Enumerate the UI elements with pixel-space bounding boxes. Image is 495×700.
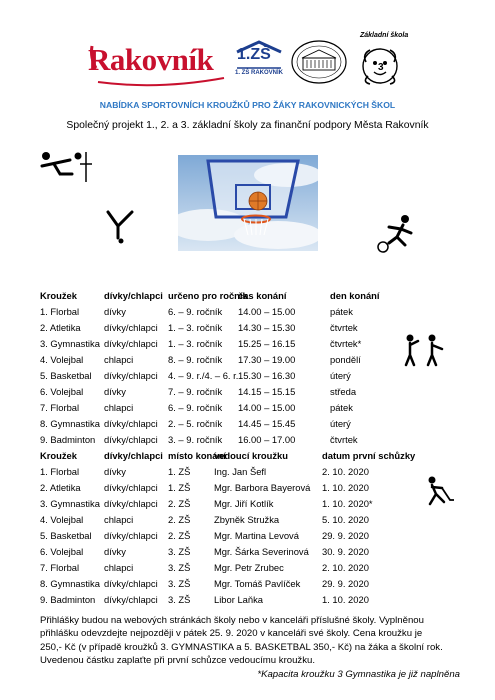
table2-cell-gender: dívky/chlapci (104, 482, 158, 493)
table2-cell-first-meeting: 29. 9. 2020 (322, 578, 369, 589)
table2-cell-course: 4. Volejbal (40, 514, 84, 525)
table1-cell-gender: dívky/chlapci (104, 370, 158, 381)
table1-cell-course: 2. Atletika (40, 322, 81, 333)
table2-cell-place: 1. ZŠ (168, 466, 191, 477)
table1-cell-time: 15.30 – 16.30 (238, 370, 296, 381)
table2-cell-course: 5. Basketbal (40, 530, 92, 541)
table2-cell-leader: Mgr. Šárka Severinová (214, 546, 309, 557)
table1-cell-gender: chlapci (104, 402, 134, 413)
table2-cell-leader: Ing. Jan Šefl (214, 466, 267, 477)
table1-cell-grade: 6. – 9. ročník (168, 306, 223, 317)
table2-cell-first-meeting: 5. 10. 2020 (322, 514, 369, 525)
table2-cell-course: 9. Badminton (40, 594, 96, 605)
info-paragraph (40, 614, 460, 681)
page-title: NABÍDKA SPORTOVNÍCH KROUŽKŮ PRO ŽÁKY RAKOVNICKÝCH ŠKOL (99, 100, 396, 110)
table1-header-day: den konání (330, 290, 380, 301)
table1-cell-day: úterý (330, 418, 351, 429)
table2-cell-place: 2. ZŠ (168, 530, 191, 541)
table2-header-first-meeting: datum první schůzky (322, 450, 416, 461)
table1-cell-course: 5. Basketbal (40, 370, 92, 381)
table1-cell-day: úterý (330, 370, 351, 381)
info-line: přihlášku odevzdejte nejpozději v pátek 25. 9. 2020 v kanceláři své školy. Cena kroužku je (40, 628, 423, 640)
table1-cell-day: pondělí (330, 354, 361, 365)
table1-cell-day: čtvrtek* (330, 338, 362, 349)
table2-cell-course: 8. Gymnastika (40, 578, 100, 589)
info-line: Přihlášky budou na webových stránkách školy nebo v kanceláři příslušné školy. Vyplněnou (40, 615, 424, 626)
table1-cell-time: 16.00 – 17.00 (238, 434, 296, 445)
table2-cell-first-meeting: 29. 9. 2020 (322, 530, 369, 541)
info-line: 250,- Kč (v případě kroužků 3. GYMNASTIKA a 5. BASKETBAL 350,- Kč) na žáka a školní rok. (40, 641, 443, 653)
table2-header-place: místo konání (168, 450, 226, 461)
table1-cell-gender: dívky/chlapci (104, 338, 158, 349)
table2-cell-leader: Zbyněk Stružka (214, 514, 280, 525)
table2-cell-course: 3. Gymnastika (40, 498, 100, 509)
table1-header-grade: určeno pro ročník (168, 290, 248, 301)
table2-cell-gender: dívky/chlapci (104, 498, 158, 509)
table2-cell-place: 3. ZŠ (168, 594, 191, 605)
table2-cell-place: 1. ZŠ (168, 482, 191, 493)
table1-cell-grade: 3. – 9. ročník (168, 434, 223, 445)
table2-header-gender: dívky/chlapci (104, 450, 163, 461)
table1-cell-day: čtvrtek (330, 434, 358, 445)
table1-header-gender: dívky/chlapci (104, 290, 163, 301)
table2-cell-first-meeting: 1. 10. 2020 (322, 594, 369, 605)
table1-cell-day: čtvrtek (330, 322, 358, 333)
table1-cell-day: pátek (330, 306, 353, 317)
page-subtitle: Společný projekt 1., 2. a 3. základní školy za finanční podpory Města Rakovník (66, 120, 429, 131)
table1-cell-gender: dívky (104, 306, 126, 317)
info-line: Uvedenou částku zaplaťte při první schůzce vedoucímu kroužku. (40, 655, 316, 667)
table1-cell-course: 8. Gymnastika (40, 418, 100, 429)
table2-cell-leader: Mgr. Martina Levová (214, 530, 299, 541)
table2-cell-gender: dívky/chlapci (104, 530, 158, 541)
table1-cell-course: 9. Badminton (40, 434, 96, 445)
table1-cell-time: 14.00 – 15.00 (238, 402, 296, 413)
rakovnik-logo-text: Rakovník (88, 42, 214, 77)
rakovnik-logo (88, 38, 228, 88)
table1-cell-grade: 1. – 3. ročník (168, 338, 223, 349)
table1-cell-grade: 4. – 9. r./4. – 6. r. (168, 370, 239, 381)
table2-cell-course: 7. Florbal (40, 562, 80, 573)
table1-cell-gender: dívky/chlapci (104, 322, 158, 333)
table1-cell-day: středa (330, 386, 357, 397)
second-school-logo (290, 38, 348, 86)
table1-cell-time: 14.00 – 15.00 (238, 306, 296, 317)
table1-header-course: Kroužek (40, 290, 77, 301)
lion-mascot-icon (352, 32, 412, 92)
table2-cell-first-meeting: 30. 9. 2020 (322, 546, 369, 557)
table2-cell-leader: Mgr. Tomáš Pavlíček (214, 578, 301, 589)
table1-cell-course: 1. Florbal (40, 306, 80, 317)
basketball-player-icon (402, 333, 446, 367)
table2-cell-course: 2. Atletika (40, 482, 81, 493)
table1-cell-time: 14.45 – 15.45 (238, 418, 296, 429)
table1-cell-time: 14.30 – 15.30 (238, 322, 296, 333)
table1-cell-course: 4. Volejbal (40, 354, 84, 365)
table2-cell-place: 3. ZŠ (168, 546, 191, 557)
table2-cell-leader: Mgr. Jiří Kotlík (214, 498, 274, 509)
table2-cell-place: 3. ZŠ (168, 578, 191, 589)
table1-cell-gender: dívky/chlapci (104, 434, 158, 445)
basketball-hoop-image (178, 155, 318, 251)
first-school-logo (233, 40, 285, 84)
table1-cell-grade: 6. – 9. ročník (168, 402, 223, 413)
table2-cell-first-meeting: 2. 10. 2020 (322, 466, 369, 477)
table2-cell-gender: dívky/chlapci (104, 594, 158, 605)
table2-cell-gender: dívky/chlapci (104, 578, 158, 589)
table1-cell-grade: 2. – 5. ročník (168, 418, 223, 429)
table1-cell-course: 3. Gymnastika (40, 338, 100, 349)
table2-cell-gender: chlapci (104, 514, 134, 525)
table1-cell-gender: chlapci (104, 354, 134, 365)
table1-cell-time: 14.15 – 15.15 (238, 386, 296, 397)
table1-cell-course: 6. Volejbal (40, 386, 84, 397)
table1-cell-grade: 8. – 9. ročník (168, 354, 223, 365)
capacity-note: *Kapacita kroužku 3 Gymnastika je již naplněna (257, 668, 460, 680)
table1-cell-gender: dívky/chlapci (104, 418, 158, 429)
table1-cell-course: 7. Florbal (40, 402, 80, 413)
gymnast-icon (106, 210, 134, 244)
table2-cell-leader: Mgr. Barbora Bayerová (214, 482, 311, 493)
table1-cell-grade: 7. – 9. ročník (168, 386, 223, 397)
table2-header-course: Kroužek (40, 450, 77, 461)
table2-cell-first-meeting: 1. 10. 2020* (322, 498, 373, 509)
table2-header-leader: vedoucí kroužku (214, 450, 288, 461)
table2-cell-place: 2. ZŠ (168, 498, 191, 509)
third-school-logo-text: Základní škola (360, 32, 409, 39)
table2-cell-gender: dívky (104, 466, 126, 477)
table2-cell-first-meeting: 1. 10. 2020 (322, 482, 369, 493)
second-school-building-icon (290, 38, 348, 86)
volleyball-player-icon (40, 148, 92, 182)
table1-cell-day: pátek (330, 402, 353, 413)
first-school-logo-mark: 1.ZŠ (237, 46, 271, 63)
first-school-logo-caption: 1. ZŠ RAKOVNÍK (235, 70, 284, 76)
table2-cell-first-meeting: 2. 10. 2020 (322, 562, 369, 573)
table1-cell-gender: dívky (104, 386, 126, 397)
table2-cell-leader: Libor Laňka (214, 594, 263, 605)
table2-cell-course: 1. Florbal (40, 466, 80, 477)
table2-cell-leader: Mgr. Petr Zrubec (214, 562, 284, 573)
soccer-player-icon (375, 213, 415, 255)
table1-cell-time: 15.25 – 16.15 (238, 338, 296, 349)
table2-cell-place: 3. ZŠ (168, 562, 191, 573)
table2-cell-course: 6. Volejbal (40, 546, 84, 557)
third-school-logo (352, 32, 412, 92)
table2-cell-gender: chlapci (104, 562, 134, 573)
table1-cell-time: 17.30 – 19.00 (238, 354, 296, 365)
table1-cell-grade: 1. – 3. ročník (168, 322, 223, 333)
table1-header-time: čas konání (238, 290, 287, 301)
hockey-player-icon (420, 476, 454, 506)
table2-cell-place: 2. ZŠ (168, 514, 191, 525)
table2-cell-gender: dívky (104, 546, 126, 557)
svg-text:3: 3 (378, 62, 384, 73)
